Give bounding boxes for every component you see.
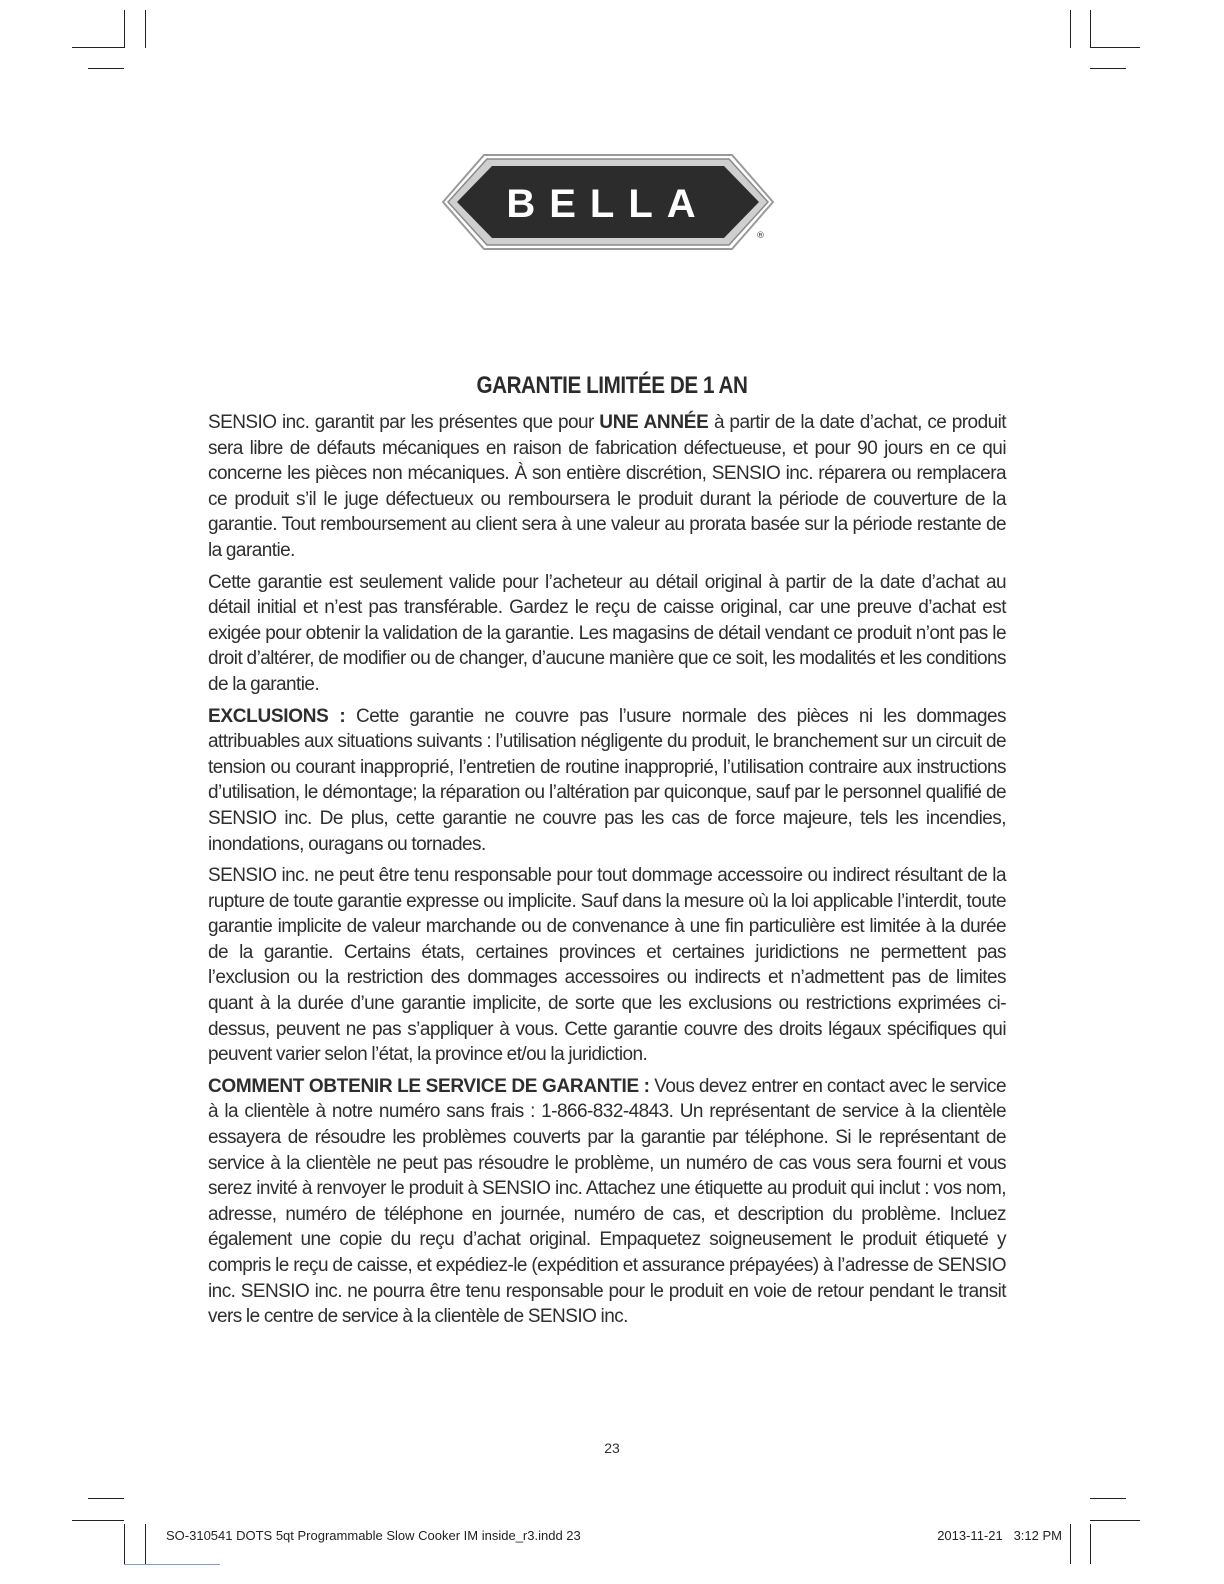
- crop-mark: [72, 1520, 124, 1521]
- paragraph-liability: [208, 863, 1006, 1068]
- validity-text: Cette garantie est seulement valide pour l’acheteur au détail original à partir de la date d’achat au détail initial et n’est pas transférable. Gardez le reçu de caisse original, car une preuve d’achat est exigée pour obtenir la validation de la garantie. Les magasins de détail vendant ce produit n’ont pas le droit d’altérer, de modifier ou de changer, d’aucune manière que ce soit, les modalités et les conditions de la garantie.: [208, 571, 1006, 695]
- crop-mark: [145, 1524, 146, 1564]
- crop-mark: [1090, 47, 1140, 48]
- crop-mark: [1090, 1524, 1091, 1564]
- page-number: 23: [604, 1440, 620, 1456]
- page-title: GARANTIE LIMITÉE DE 1 AN: [476, 372, 748, 399]
- crop-mark: [145, 10, 146, 48]
- exclusions-heading: EXCLUSIONS :: [208, 705, 346, 727]
- footer-time: 3:12 PM: [1013, 1528, 1062, 1543]
- intro-bold-term: UNE ANNÉE: [599, 412, 709, 433]
- intro-text-start: SENSIO inc. garantit par les présentes que pour: [208, 412, 600, 433]
- crop-mark: [88, 1498, 124, 1499]
- crop-mark: [1090, 1498, 1126, 1499]
- logo-wordmark: BELLA: [506, 182, 710, 226]
- crop-mark: [1090, 10, 1091, 48]
- crop-mark: [72, 47, 124, 48]
- paragraph-exclusions: [208, 704, 1006, 858]
- crop-mark: [1090, 1520, 1140, 1521]
- paragraph-service: [208, 1074, 1006, 1330]
- service-text: Vous devez entrer en contact avec le service à la clientèle à notre numéro sans frais : 1-866-832-4843. Un représentant de service à la clientèle essayera de résoudre les problèmes couverts par la garantie par téléphone. Si le représentant de service à la clientèle ne peut pas résoudre le problème, un numéro de cas vous sera fourni et vous serez invité à renvoyer le produit à SENSIO inc. Attachez une étiquette au produit qui inclut : vos nom, adresse, numéro de téléphone en journée, numéro de cas, et description du problème. Incluez également une copie du reçu d’achat original. Empaquetez soigneusement le produit étiqueté y compris le reçu de caisse, et expédiez-le (expédition et assurance prépayées) à l’adresse de SENSIO inc. SENSIO inc. ne pourra être tenu responsable pour le produit en voie de retour pendant le transit vers le centre de service à la clientèle de SENSIO inc.: [208, 1075, 1006, 1328]
- bella-logo: [440, 152, 776, 252]
- service-heading: COMMENT OBTENIR LE SERVICE DE GARANTIE :: [208, 1075, 650, 1097]
- crop-mark: [124, 1524, 125, 1564]
- paragraph-validity: [208, 570, 1006, 698]
- crop-mark: [1090, 68, 1126, 69]
- registered-mark: ®: [756, 231, 765, 241]
- warranty-body: [208, 410, 1006, 1336]
- footer-file-name: SO-310541 DOTS 5qt Programmable Slow Cooker IM inside_r3.indd 23: [166, 1528, 581, 1543]
- footer-underline: [124, 1564, 220, 1565]
- crop-mark: [124, 10, 125, 48]
- paragraph-intro: [208, 410, 1006, 564]
- crop-mark: [1070, 10, 1071, 48]
- intro-text-end: à partir de la date d’achat, ce produit sera libre de défauts mécaniques en raison de fabrication défectueuse, et pour 90 jours en ce qui concerne les pièces non mécaniques. À son entière discrétion, SENSIO inc. réparera ou remplacera ce produit s’il le juge défectueux ou remboursera le produit durant la période de couverture de la garantie. Tout remboursement au client sera à une valeur au prorata basée sur la période restante de la garantie.: [208, 412, 1006, 561]
- footer-date: 2013-11-21: [937, 1528, 1003, 1543]
- exclusions-text: Cette garantie ne couvre pas l’usure normale des pièces ni les dommages attribuables aux situations suivants : l’utilisation négligente du produit, le branchement sur un circuit de tension ou courant inapproprié, l’entretien de routine inapproprié, l’utilisation contraire aux instructions d’utilisation, le démontage; la réparation ou l’altération par quiconque, sauf par le personnel qualifié de SENSIO inc. De plus, cette garantie ne couvre pas les cas de force majeure, tels les incendies, inondations, ouragans ou tornades.: [208, 705, 1006, 855]
- liability-text: SENSIO inc. ne peut être tenu responsable pour tout dommage accessoire ou indirect résultant de la rupture de toute garantie expresse ou implicite. Sauf dans la mesure où la loi applicable l’interdit, toute garantie implicite de valeur marchande ou de convenance à une fin particulière est limitée à la durée de la garantie. Certains états, certaines provinces et certaines juridictions ne permettent pas l’exclusion ou la restriction des dommages accessoires ou indirects et n’admettent pas de limites quant à la durée d’une garantie implicite, de sorte que les exclusions ou restrictions exprimées ci-dessus, peuvent ne pas s’appliquer à vous. Cette garantie couvre des droits légaux spécifiques qui peuvent varier selon l’état, la province et/ou la juridiction.: [208, 865, 1006, 1066]
- crop-mark: [88, 68, 124, 69]
- footer-timestamp: [937, 1528, 1062, 1543]
- crop-mark: [1070, 1524, 1071, 1564]
